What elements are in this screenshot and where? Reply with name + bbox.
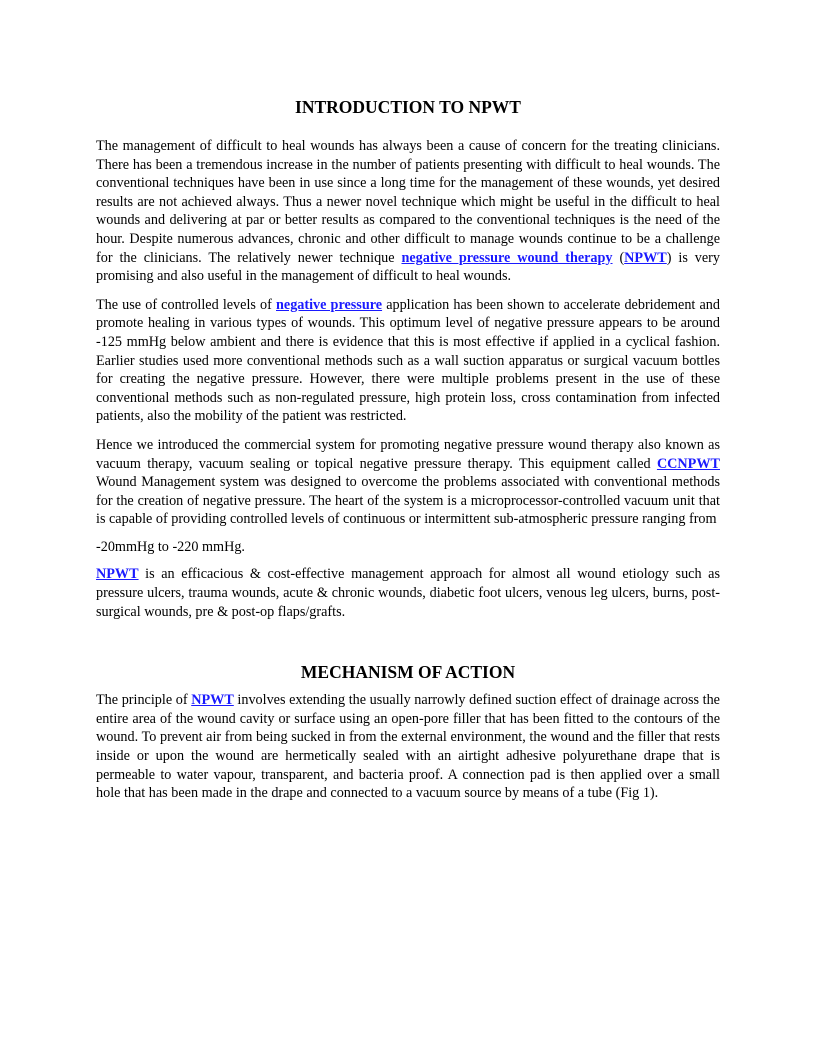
intro-paragraph-3: Hence we introduced the commercial system for promoting negative pressure wound therapy also known as vacuum therapy, vacuum sealing or topical negative pressure therapy. This equipment called CCNPWT Wound Management system was designed to overcome the problems associated with conventional methods for the creation of negative pressure. The heart of the system is a microprocessor-controlled vacuum unit that is capable of providing controlled levels of continuous or intermittent sub-atmospheric pressure ranging from: [96, 436, 720, 528]
ccnpwt-link[interactable]: CCNPWT: [656, 455, 720, 472]
mechanism-paragraph-1: The principle of NPWT involves extending the usually narrowly defined suction effect of drainage across the entire area of the wound cavity or surface using an open-pore filler that has been fitted to the contours of the wound. To prevent air from being sucked in from the external environment, the wound and the filler that rests inside or upon the wound are hermetically sealed with an airtight adhesive polyurethane drape that is permeable to water vapour, transparent, and bacteria proof. A connection pad is then applied over a small hole that has been made in the drape and connected to a vacuum source by means of a tube (Fig 1).: [96, 692, 720, 802]
npwt-link[interactable]: NPWT: [624, 249, 667, 266]
intro-paragraph-2: The use of controlled levels of negative pressure application has been shown to accelerate debridement and promote healing in various types of wounds. This optimum level of negative pressure appears to be around -125 mmHg below ambient and there is evidence that this is most effective if applied in a cyclical fashion. Earlier studies used more conventional methods such as a wall suction apparatus or surgical vacuum bottles for creating the negative pressure. However, there were multiple problems present in the use of these conventional methods such as non-regulated pressure, high protein loss, cross contamination from infected patients, also the mobility of the patient was restricted.: [96, 296, 720, 425]
npwt-link[interactable]: NPWT: [191, 692, 234, 709]
negative-pressure-link[interactable]: negative pressure: [276, 296, 383, 313]
negative-pressure-wound-therapy-link[interactable]: negative pressure wound therapy: [401, 249, 613, 266]
intro-heading: INTRODUCTION TO NPWT: [295, 97, 521, 117]
intro-paragraph-1: The management of difficult to heal wounds has always been a cause of concern for the treating clinicians. There has been a tremendous increase in the number of patients presenting with difficult to heal wounds. The conventional techniques have been in use since a long time for the management of these wounds, yet desired results are not achieved always. Thus a newer novel technique which might be useful in the difficult to heal wounds and delivering at par or better results as compared to the conventional techniques is the need of the hour. Despite numerous advances, chronic and other difficult to manage wounds continue to be a challenge for the clinicians. The relatively newer technique negative pressure wound therapy (NPWT) is very promising and also useful in the management of difficult to heal wounds.: [96, 138, 720, 285]
intro-paragraph-4: -20mmHg to -220 mmHg.: [96, 538, 245, 555]
mechanism-heading: MECHANISM OF ACTION: [300, 662, 516, 683]
npwt-link[interactable]: NPWT: [96, 566, 139, 583]
intro-paragraph-5: NPWT is an efficacious & cost-effective management approach for almost all wound etiology such as pressure ulcers, trauma wounds, acute & chronic wounds, diabetic foot ulcers, venous leg ulcers, burns, post-surgical wounds, pre & post-op flaps/grafts.: [96, 566, 720, 620]
document-page: [96, 96, 720, 813]
